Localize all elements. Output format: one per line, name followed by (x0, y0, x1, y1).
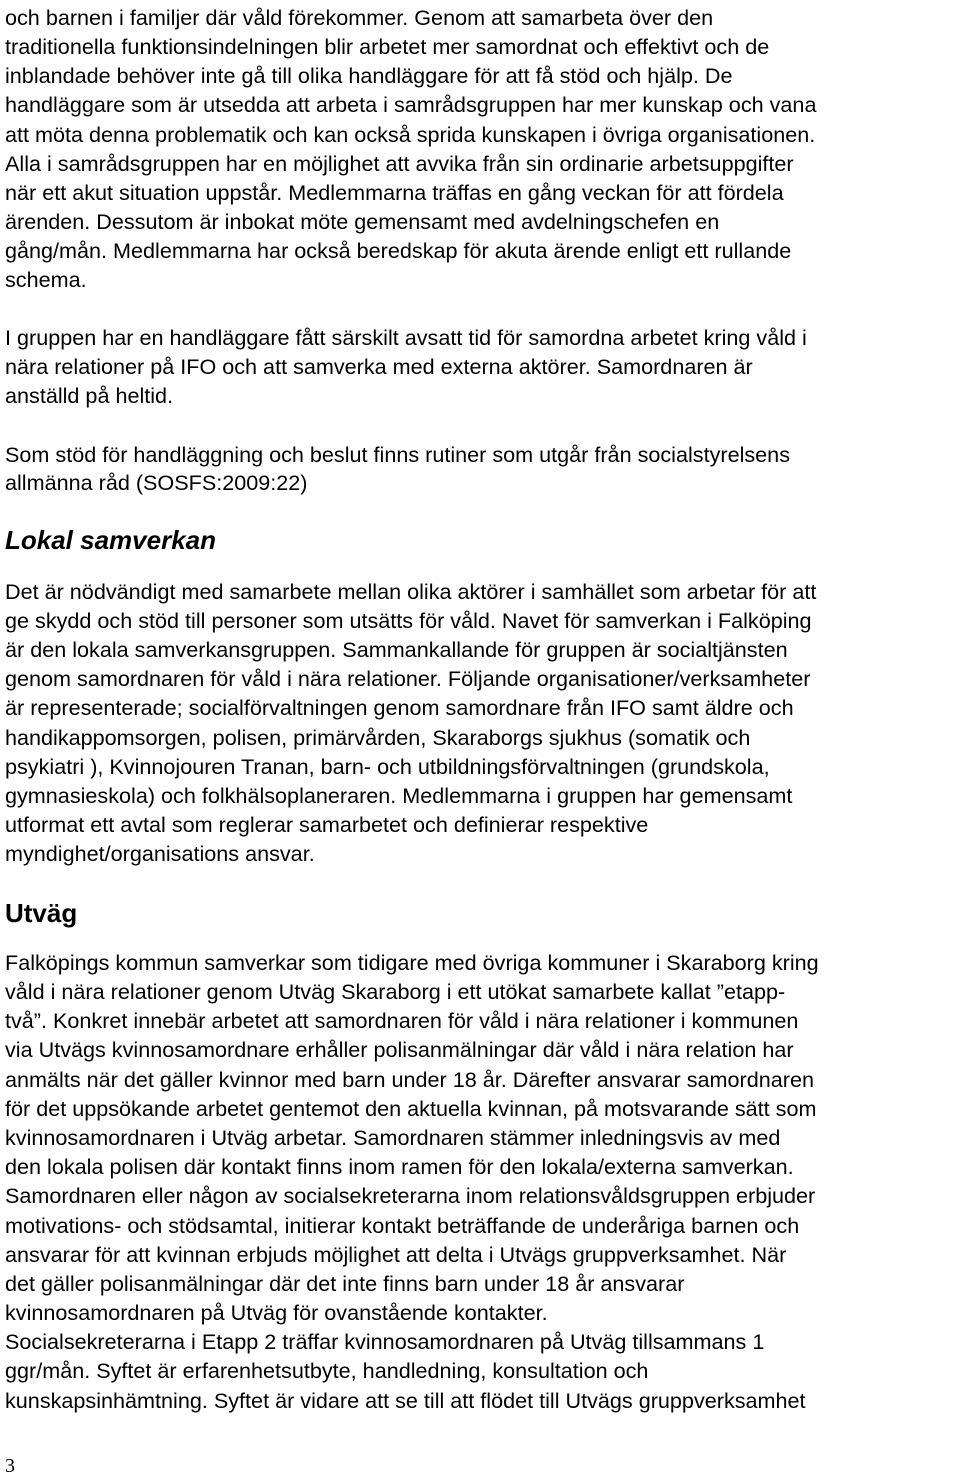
section-heading-utvag: Utväg (5, 898, 78, 928)
body-text-line: för det uppsökande arbetet gentemot den aktuella kvinnan, på motsvarande sätt som (5, 1096, 817, 1121)
body-text-line: gymnasieskola) och folkhälsoplaneraren. Medlemmarna i gruppen har gemensamt (5, 783, 793, 808)
body-text-line: myndighet/organisations ansvar. (5, 841, 315, 866)
body-text-line: handikappomsorgen, polisen, primärvården, Skaraborgs sjukhus (somatik och (5, 725, 751, 750)
body-text-line: inblandade behöver inte gå till olika handläggare för att få stöd och hjälp. De (5, 63, 733, 88)
body-text-line: gång/mån. Medlemmarna har också beredskap för akuta ärende enligt ett rullande (5, 238, 792, 263)
body-text-line: psykiatri ), Kvinnojouren Tranan, barn- och utbildningsförvaltningen (grundskola, (5, 754, 770, 779)
section-heading-lokal-samverkan: Lokal samverkan (5, 525, 217, 555)
body-text-line: Samordnaren eller någon av socialsekreterarna inom relationsvåldsgruppen erbjuder (5, 1183, 816, 1208)
body-text-line: ggr/mån. Syftet är erfarenhetsutbyte, handledning, konsultation och (5, 1358, 649, 1383)
body-text-line: och barnen i familjer där våld förekommer. Genom att samarbeta över den (5, 5, 714, 30)
body-text-line: anställd på heltid. (5, 383, 174, 408)
body-text-line: I gruppen har en handläggare fått särskilt avsatt tid för samordna arbetet kring våld i (5, 325, 807, 350)
body-text-line: anmälts när det gäller kvinnor med barn under 18 år. Därefter ansvarar samordnaren (5, 1067, 814, 1092)
body-text-line: allmänna råd (SOSFS:2009:22) (5, 470, 308, 495)
body-text-line: kunskapsinhämtning. Syftet är vidare att se till att flödet till Utvägs gruppverksamhet (5, 1388, 806, 1413)
body-text-line: utformat ett avtal som reglerar samarbetet och definierar respektive (5, 812, 649, 837)
body-text-line: via Utvägs kvinnosamordnare erhåller polisanmälningar där våld i nära relation har (5, 1037, 794, 1062)
body-text-line: det gäller polisanmälningar där det inte finns barn under 18 år ansvarar (5, 1271, 685, 1296)
body-text-line: kvinnosamordnaren på Utväg för ovanstående kontakter. (5, 1300, 548, 1325)
body-text-line: kvinnosamordnaren i Utväg arbetar. Samordnaren stämmer inledningsvis av med (5, 1125, 781, 1150)
body-text-line: Socialsekreterarna i Etapp 2 träffar kvinnosamordnaren på Utväg tillsammans 1 (5, 1329, 765, 1354)
body-text-line: genom samordnaren för våld i nära relationer. Följande organisationer/verksamheter (5, 666, 811, 691)
body-text-line: är den lokala samverkansgruppen. Sammankallande för gruppen är socialtjänsten (5, 637, 788, 662)
body-text-line: när ett akut situation uppstår. Medlemmarna träffas en gång veckan för att fördela (5, 180, 784, 205)
body-text-line: ge skydd och stöd till personer som utsätts för våld. Navet för samverkan i Falköping (5, 608, 812, 633)
body-text-line: två”. Konkret innebär arbetet att samordnaren för våld i nära relationer i kommunen (5, 1008, 799, 1033)
body-text-line: Som stöd för handläggning och beslut finns rutiner som utgår från socialstyrelsens (5, 442, 790, 467)
body-text-line: motivations- och stödsamtal, initierar kontakt beträffande de underåriga barnen och (5, 1213, 800, 1238)
body-text-line: nära relationer på IFO och att samverka med externa aktörer. Samordnaren är (5, 354, 753, 379)
body-text-line: den lokala polisen där kontakt finns inom ramen för den lokala/externa samverkan. (5, 1154, 794, 1179)
page-number: 3 (5, 1455, 15, 1477)
body-text-line: är representerade; socialförvaltningen genom samordnare från IFO samt äldre och (5, 695, 794, 720)
body-text-line: Det är nödvändigt med samarbete mellan olika aktörer i samhället som arbetar för att (5, 579, 817, 604)
body-text-line: Falköpings kommun samverkar som tidigare med övriga kommuner i Skaraborg kring (5, 950, 819, 975)
body-text-line: ärenden. Dessutom är inbokat möte gemensamt med avdelningschefen en (5, 209, 720, 234)
body-text-line: handläggare som är utsedda att arbeta i samrådsgruppen har mer kunskap och vana (5, 92, 817, 117)
body-text-line: schema. (5, 267, 87, 292)
body-text-line: att möta denna problematik och kan också sprida kunskapen i övriga organisationen. (5, 122, 816, 147)
body-text-line: traditionella funktionsindelningen blir arbetet mer samordnat och effektivt och de (5, 34, 770, 59)
body-text-line: Alla i samrådsgruppen har en möjlighet att avvika från sin ordinarie arbetsuppgifter (5, 151, 794, 176)
body-text-line: våld i nära relationer genom Utväg Skaraborg i ett utökat samarbete kallat ”etapp- (5, 979, 786, 1004)
body-text-line: ansvarar för att kvinnan erbjuds möjlighet att delta i Utvägs gruppverksamhet. När (5, 1242, 787, 1267)
